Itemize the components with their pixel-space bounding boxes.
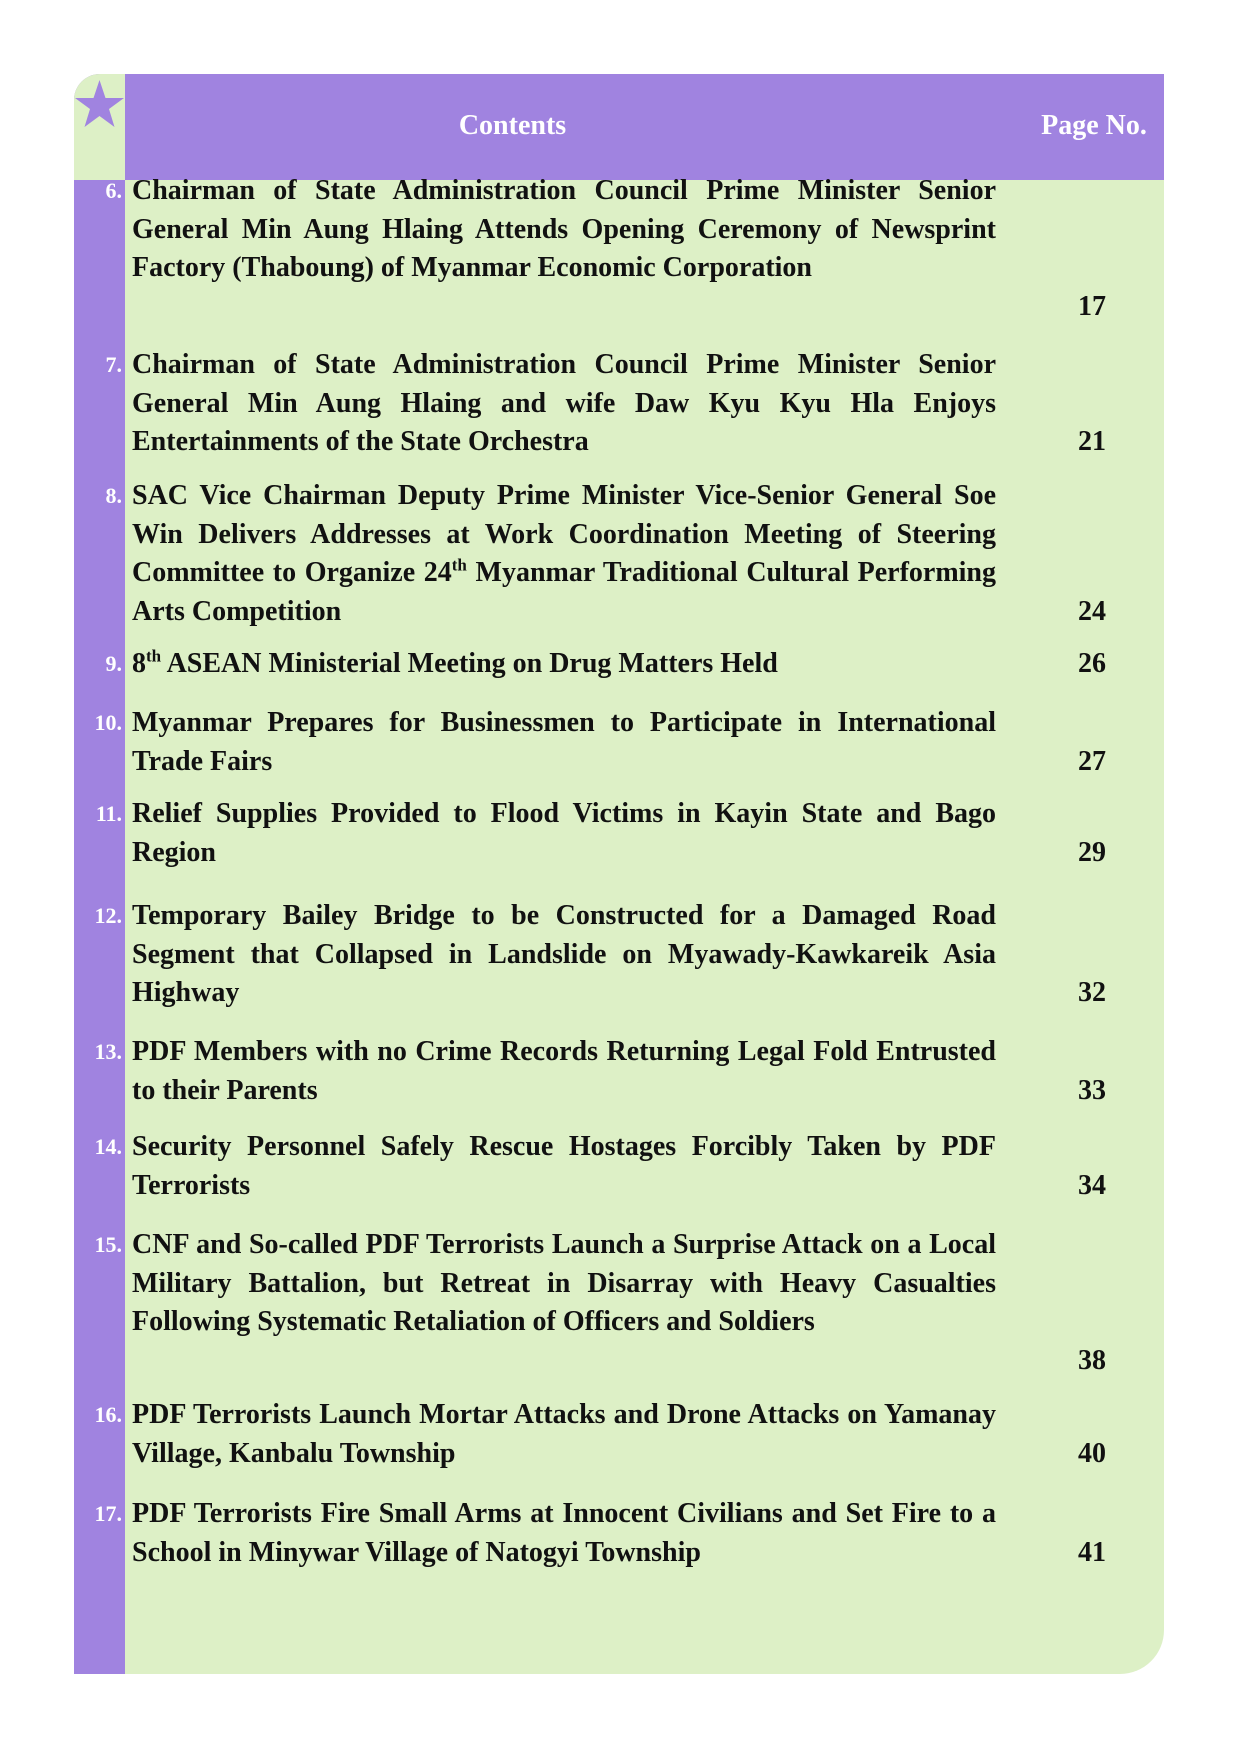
entry-number: 7. — [105, 352, 122, 377]
entry-title-text: 8 — [132, 648, 146, 679]
entry-page-number[interactable]: 21 — [1078, 426, 1106, 457]
entry-number: 6. — [105, 178, 122, 203]
entry-title[interactable]: PDF Members with no Crime Records Returning Legal Fold Entrusted to their Parents — [132, 1036, 996, 1106]
entry-title[interactable]: Relief Supplies Provided to Flood Victims in Kayin State and Bago Region — [132, 798, 996, 868]
entry-page-number[interactable]: 41 — [1078, 1536, 1106, 1568]
contents-panel — [74, 74, 1164, 1674]
entry-title[interactable]: CNF and So-called PDF Terrorists Launch a Surprise Attack on a Local Military Battalion, but Retreat in Disarray with Heavy Casualties Following Systematic Retaliation of Officers and Soldiers — [132, 1229, 996, 1337]
entry-number: 11. — [95, 801, 122, 826]
entry-number: 12. — [94, 903, 122, 928]
entry-page-number[interactable]: 34 — [1078, 1169, 1106, 1201]
entry-page-number[interactable]: 38 — [1078, 1344, 1106, 1376]
header-contents-label: Contents — [458, 110, 567, 141]
entry-title[interactable] — [132, 477, 996, 631]
entry-page-number[interactable]: 26 — [1078, 648, 1106, 679]
entry-page-number[interactable]: 27 — [1078, 745, 1106, 777]
entry-page-number[interactable]: 24 — [1078, 595, 1106, 627]
entry-title[interactable]: Myanmar Prepares for Businessmen to Participate in International Trade Fairs — [132, 707, 996, 777]
entry-number: 14. — [94, 1134, 122, 1159]
entry-number: 10. — [94, 710, 122, 735]
entry-page-number[interactable]: 33 — [1078, 1074, 1106, 1106]
number-sidebar — [74, 74, 125, 1674]
entry-title-superscript: th — [146, 646, 162, 666]
entry-title[interactable] — [132, 645, 996, 684]
entry-title-text: Myanmar Traditional Cultural Performing Arts Competition — [132, 557, 997, 627]
entry-title-text: ASEAN Ministerial Meeting on Drug Matters Held — [161, 648, 778, 679]
entry-number: 13. — [94, 1039, 122, 1064]
entry-title-text: SAC Vice Chairman Deputy Prime Minister Vice-Senior General Soe Win Delivers Addresses at Work Coordination Meeting of Steering Committee to Organize 24 — [132, 480, 996, 588]
entry-number: 15. — [94, 1232, 122, 1257]
entry-page-number[interactable]: 17 — [1078, 290, 1106, 322]
entry-number: 8. — [105, 483, 122, 508]
entry-title[interactable]: Security Personnel Safely Rescue Hostages Forcibly Taken by PDF Terrorists — [132, 1131, 996, 1201]
header-page-no-label: Page No. — [1041, 110, 1147, 141]
entry-title[interactable]: Chairman of State Administration Council Prime Minister Senior General Min Aung Hlaing and wife Daw Kyu Kyu Hla Enjoys Entertainments of the State Orchestra — [132, 349, 996, 457]
entry-title-superscript: th — [451, 555, 467, 575]
entry-number: 17. — [94, 1501, 122, 1526]
entry-number: 16. — [94, 1402, 122, 1427]
entry-page-number[interactable]: 32 — [1078, 977, 1106, 1008]
entry-page-number[interactable]: 40 — [1078, 1437, 1106, 1469]
entry-title[interactable]: Chairman of State Administration Council Prime Minister Senior General Min Aung Hlaing Attends Opening Ceremony of Newsprint Factory (Thaboung) of Myanmar Economic Corporation — [132, 175, 996, 283]
sidebar-top-corner — [74, 74, 125, 180]
entry-page-number[interactable]: 29 — [1078, 836, 1106, 868]
entry-number: 9. — [105, 651, 122, 676]
entry-title[interactable]: Temporary Bailey Bridge to be Constructed for a Damaged Road Segment that Collapsed in Landslide on Myawady-Kawkareik Asia Highway — [132, 900, 996, 1008]
star-icon — [74, 78, 125, 134]
entry-title[interactable]: PDF Terrorists Fire Small Arms at Innocent Civilians and Set Fire to a School in Minywar Village of Natogyi Township — [132, 1498, 996, 1568]
entry-title[interactable]: PDF Terrorists Launch Mortar Attacks and Drone Attacks on Yamanay Village, Kanbalu Township — [132, 1399, 996, 1469]
